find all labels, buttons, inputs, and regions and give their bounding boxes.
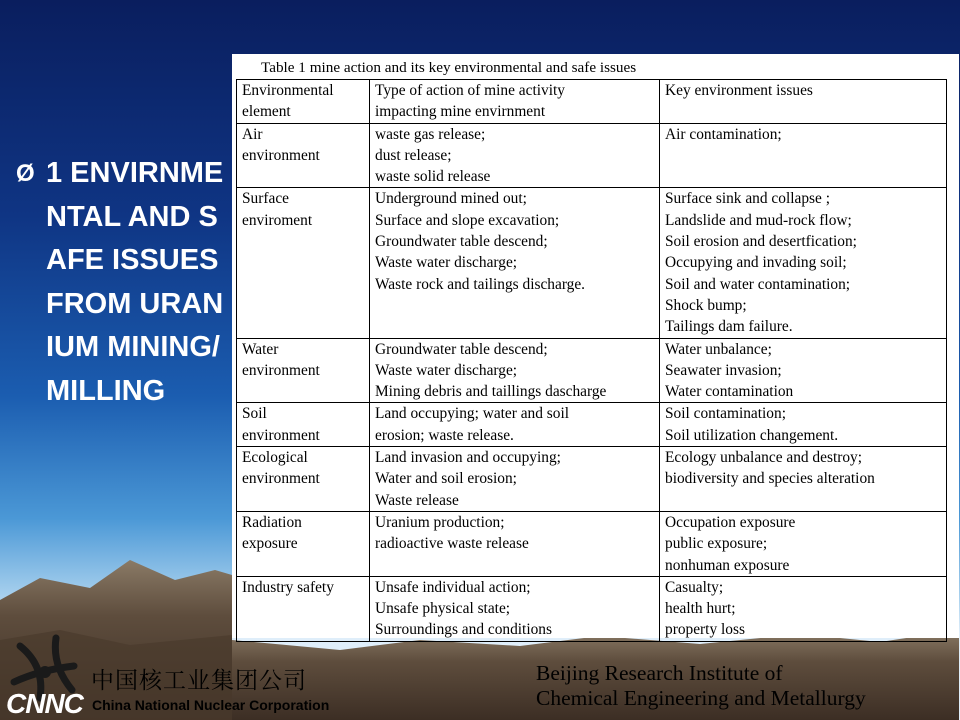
cell-line: Surface and slope excavation; bbox=[375, 211, 560, 229]
corporation-english-name: China National Nuclear Corporation bbox=[92, 697, 330, 713]
table-header-row bbox=[237, 80, 947, 124]
cell-line: Surface bbox=[242, 190, 289, 208]
cell-line: public exposure; bbox=[665, 535, 768, 553]
cell-line: Air contamination; bbox=[665, 125, 782, 143]
cell-element bbox=[237, 447, 370, 512]
table-row bbox=[237, 576, 947, 641]
cell-line: Shock bump; bbox=[665, 296, 747, 314]
cell-line: biodiversity and species alteration bbox=[665, 470, 875, 488]
cell-line: Soil bbox=[242, 405, 267, 423]
cell-line: Unsafe individual action; bbox=[375, 578, 531, 596]
cell-line: Soil utilization changement. bbox=[665, 426, 839, 444]
cell-action bbox=[370, 447, 660, 512]
table-row bbox=[237, 188, 947, 338]
cell-line: nonhuman exposure bbox=[665, 556, 790, 574]
header-action bbox=[370, 80, 660, 124]
cell-line: Occupying and invading soil; bbox=[665, 254, 847, 272]
cell-element bbox=[237, 123, 370, 188]
cell-line: element bbox=[242, 103, 291, 121]
cell-line: Water bbox=[242, 340, 279, 358]
cell-action bbox=[370, 123, 660, 188]
cell-action bbox=[370, 188, 660, 338]
cell-line: Land invasion and occupying; bbox=[375, 449, 561, 467]
institute-line-1: Beijing Research Institute of bbox=[536, 661, 783, 685]
cell-element bbox=[237, 188, 370, 338]
cell-line: Tailings dam failure. bbox=[665, 318, 793, 336]
table-row bbox=[237, 338, 947, 403]
cell-line: Key environment issues bbox=[665, 82, 813, 99]
cell-line: Landslide and mud-rock flow; bbox=[665, 211, 852, 229]
cell-line: exposure bbox=[242, 535, 298, 553]
cell-line: Type of action of mine activity bbox=[375, 82, 565, 99]
table-row bbox=[237, 403, 947, 447]
cnnc-logo-text: CNNC bbox=[6, 688, 83, 719]
header-issues bbox=[660, 80, 947, 124]
table-document bbox=[232, 54, 959, 638]
cell-issues bbox=[660, 338, 947, 403]
cell-line: property loss bbox=[665, 621, 745, 639]
cell-issues bbox=[660, 188, 947, 338]
cell-line: Soil and water contamination; bbox=[665, 275, 851, 293]
cell-line: Water and soil erosion; bbox=[375, 470, 517, 488]
cell-issues bbox=[660, 123, 947, 188]
cell-line: Water contamination bbox=[665, 383, 794, 401]
cell-issues bbox=[660, 403, 947, 447]
cell-line: environment bbox=[242, 146, 320, 164]
cell-action bbox=[370, 338, 660, 403]
cell-line: Land occupying; water and soil bbox=[375, 405, 570, 423]
cell-line: Waste release bbox=[375, 491, 459, 509]
cell-line: Air bbox=[242, 125, 263, 143]
cell-line: radioactive waste release bbox=[375, 535, 529, 553]
corporation-chinese-name: 中国核工业集团公司 bbox=[91, 668, 307, 694]
cell-line: health hurt; bbox=[665, 600, 736, 618]
header-element bbox=[237, 80, 370, 124]
cell-line: Uranium production; bbox=[375, 513, 505, 531]
cell-line: Environmental bbox=[242, 82, 334, 99]
cell-line: waste gas release; bbox=[375, 125, 486, 143]
cell-action bbox=[370, 511, 660, 576]
cell-line: enviroment bbox=[242, 211, 313, 229]
institute-name bbox=[536, 661, 866, 711]
cell-line: Waste rock and tailings discharge. bbox=[375, 275, 586, 293]
cell-line: Groundwater table descend; bbox=[375, 233, 548, 251]
cell-line: Underground mined out; bbox=[375, 190, 527, 208]
cell-action bbox=[370, 403, 660, 447]
cell-line: erosion; waste release. bbox=[375, 426, 514, 444]
cell-line: Ecology unbalance and destroy; bbox=[665, 449, 863, 467]
cell-line: Casualty; bbox=[665, 578, 724, 596]
cell-line: Soil contamination; bbox=[665, 405, 786, 423]
cell-line: environment bbox=[242, 361, 320, 379]
cell-line: Unsafe physical state; bbox=[375, 600, 511, 618]
cell-element bbox=[237, 511, 370, 576]
table-row bbox=[237, 511, 947, 576]
cell-line: Mining debris and taillings dascharge bbox=[375, 383, 607, 401]
cell-line: Ecological bbox=[242, 449, 308, 467]
cell-line: environment bbox=[242, 470, 320, 488]
cell-line: Radiation bbox=[242, 513, 302, 531]
cell-element bbox=[237, 576, 370, 641]
cell-line: Industry safety bbox=[242, 578, 334, 596]
cell-element bbox=[237, 403, 370, 447]
cell-action bbox=[370, 576, 660, 641]
table-row bbox=[237, 447, 947, 512]
cell-line: Groundwater table descend; bbox=[375, 340, 548, 358]
bullet-arrow-icon: Ø bbox=[16, 160, 35, 187]
cell-line: dust release; bbox=[375, 146, 452, 164]
cell-line: impacting mine envirnment bbox=[375, 103, 546, 121]
cell-line: Water unbalance; bbox=[665, 340, 772, 358]
cell-line: Waste water discharge; bbox=[375, 254, 518, 272]
issues-table bbox=[236, 79, 947, 642]
cell-issues bbox=[660, 511, 947, 576]
cell-line: Surroundings and conditions bbox=[375, 621, 552, 639]
cell-line: Waste water discharge; bbox=[375, 361, 518, 379]
cell-issues bbox=[660, 576, 947, 641]
cell-line: Surface sink and collapse ; bbox=[665, 190, 830, 208]
cell-issues bbox=[660, 447, 947, 512]
cell-line: Soil erosion and desertfication; bbox=[665, 233, 857, 251]
table-caption: Table 1 mine action and its key environmental and safe issues bbox=[261, 59, 637, 76]
cell-line: environment bbox=[242, 426, 320, 444]
cell-line: Occupation exposure bbox=[665, 513, 796, 531]
cell-line: waste solid release bbox=[375, 168, 491, 186]
institute-line-2: Chemical Engineering and Metallurgy bbox=[536, 686, 866, 710]
table-row bbox=[237, 123, 947, 188]
cell-element bbox=[237, 338, 370, 403]
heading-text: 1 ENVIRNMENTAL AND SAFE ISSUES FROM URANIUM MINING/MILLING bbox=[46, 157, 224, 407]
cell-line: Seawater invasion; bbox=[665, 361, 782, 379]
